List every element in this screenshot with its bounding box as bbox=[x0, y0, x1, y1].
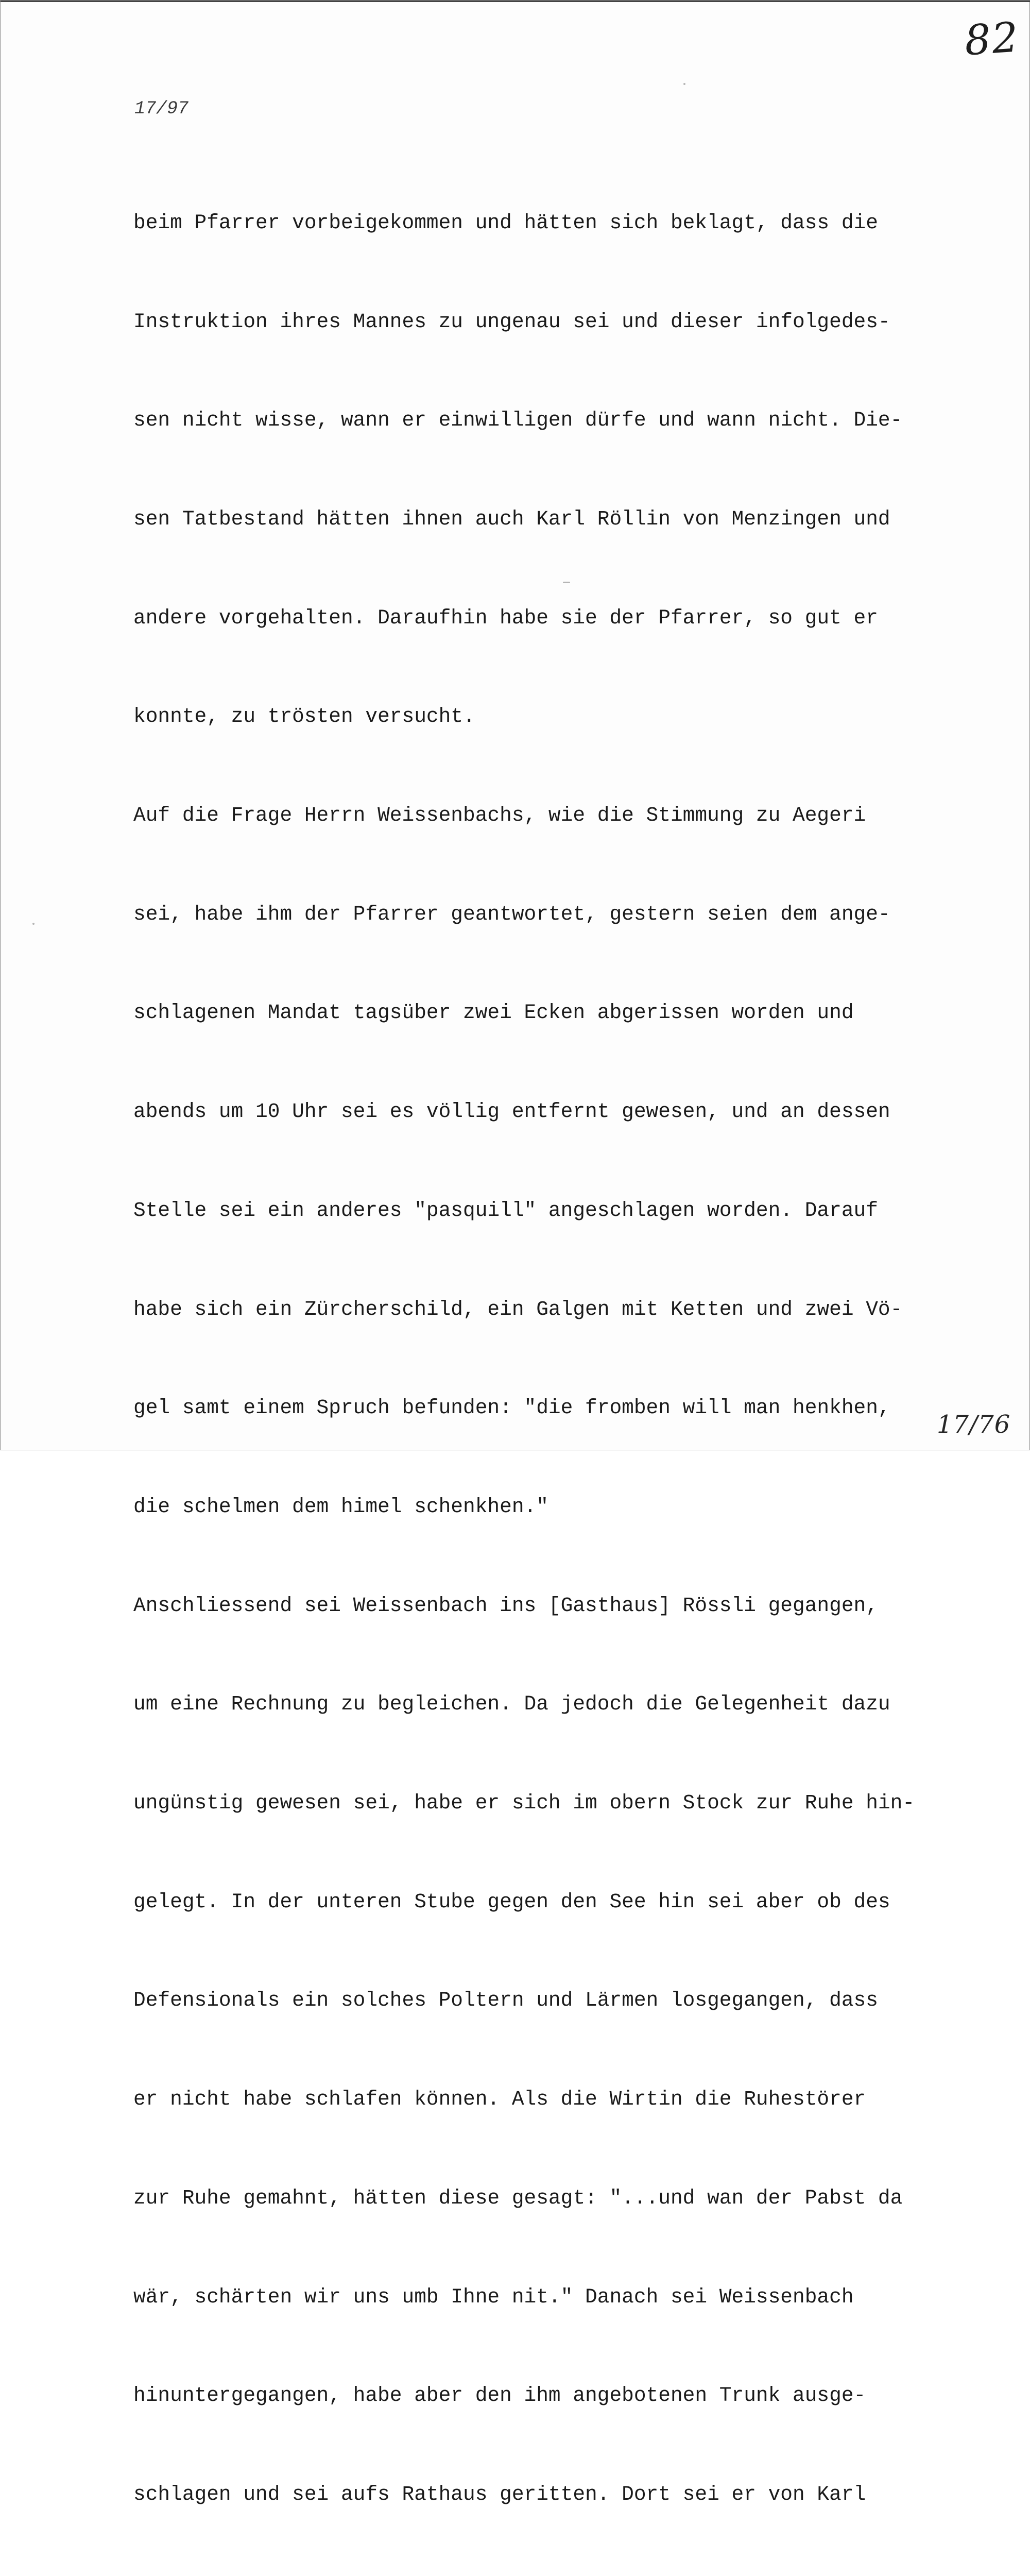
text-line-11: Stelle sei ein anderes "pasquill" angeschlagen worden. Darauf bbox=[133, 1198, 878, 1222]
text-line-1: beim Pfarrer vorbeigekommen und hätten sich beklagt, dass die bbox=[133, 211, 878, 234]
text-line-22: wär, schärten wir uns umb Ihne nit." Danach sei Weissenbach bbox=[133, 2285, 854, 2309]
text-line-17: ungünstig gewesen sei, habe er sich im obern Stock zur Ruhe hin- bbox=[133, 1791, 915, 1815]
text-line-20: er nicht habe schlafen können. Als die Wirtin die Ruhestörer bbox=[133, 2088, 866, 2111]
text-line-18: gelegt. In der unteren Stube gegen den See hin sei aber ob des bbox=[133, 1890, 890, 1913]
text-line-2: Instruktion ihres Mannes zu ungenau sei und dieser infolgedes- bbox=[133, 310, 890, 333]
text-line-6: konnte, zu trösten versucht. bbox=[133, 705, 475, 728]
archive-stamp: 17/76 bbox=[937, 1410, 1011, 1439]
paper-speck bbox=[683, 83, 685, 85]
text-line-3: sen nicht wisse, wann er einwilligen dürfe und wann nicht. Die- bbox=[133, 409, 903, 432]
paper-speck bbox=[32, 923, 35, 925]
text-line-7: Auf die Frage Herrn Weissenbachs, wie die Stimmung zu Aegeri bbox=[133, 804, 866, 827]
page-top-edge bbox=[1, 1, 1030, 2]
paper-speck bbox=[563, 582, 570, 583]
text-line-15: Anschliessend sei Weissenbach ins [Gasthaus] Rössli gegangen, bbox=[133, 1594, 878, 1617]
text-line-14: die schelmen dem himel schenkhen." bbox=[133, 1495, 548, 1518]
typed-body-text bbox=[133, 141, 1004, 2576]
text-line-24: schlagen und sei aufs Rathaus geritten. Dort sei er von Karl bbox=[133, 2482, 866, 2506]
text-line-23: hinuntergegangen, habe aber den ihm angebotenen Trunk ausge- bbox=[133, 2384, 866, 2408]
text-line-8: sei, habe ihm der Pfarrer geantwortet, gestern seien dem ange- bbox=[133, 902, 890, 926]
text-line-16: um eine Rechnung zu begleichen. Da jedoch die Gelegenheit dazu bbox=[133, 1692, 890, 1716]
folio-number: 82 bbox=[963, 13, 1021, 65]
text-line-12: habe sich ein Zürcherschild, ein Galgen mit Ketten und zwei Vö- bbox=[133, 1297, 903, 1321]
document-reference: 17/97 bbox=[134, 98, 189, 119]
text-line-4: sen Tatbestand hätten ihnen auch Karl Röllin von Menzingen und bbox=[133, 507, 890, 531]
text-line-21: zur Ruhe gemahnt, hätten diese gesagt: "...und wan der Pabst da bbox=[133, 2186, 903, 2210]
text-line-10: abends um 10 Uhr sei es völlig entfernt gewesen, und an dessen bbox=[133, 1100, 890, 1124]
text-line-19: Defensionals ein solches Poltern und Lärmen losgegangen, dass bbox=[133, 1989, 878, 2012]
text-line-9: schlagenen Mandat tagsüber zwei Ecken abgerissen worden und bbox=[133, 1001, 854, 1025]
text-line-13: gel samt einem Spruch befunden: "die fromben will man henkhen, bbox=[133, 1396, 890, 1420]
text-line-5: andere vorgehalten. Daraufhin habe sie der Pfarrer, so gut er bbox=[133, 606, 878, 630]
